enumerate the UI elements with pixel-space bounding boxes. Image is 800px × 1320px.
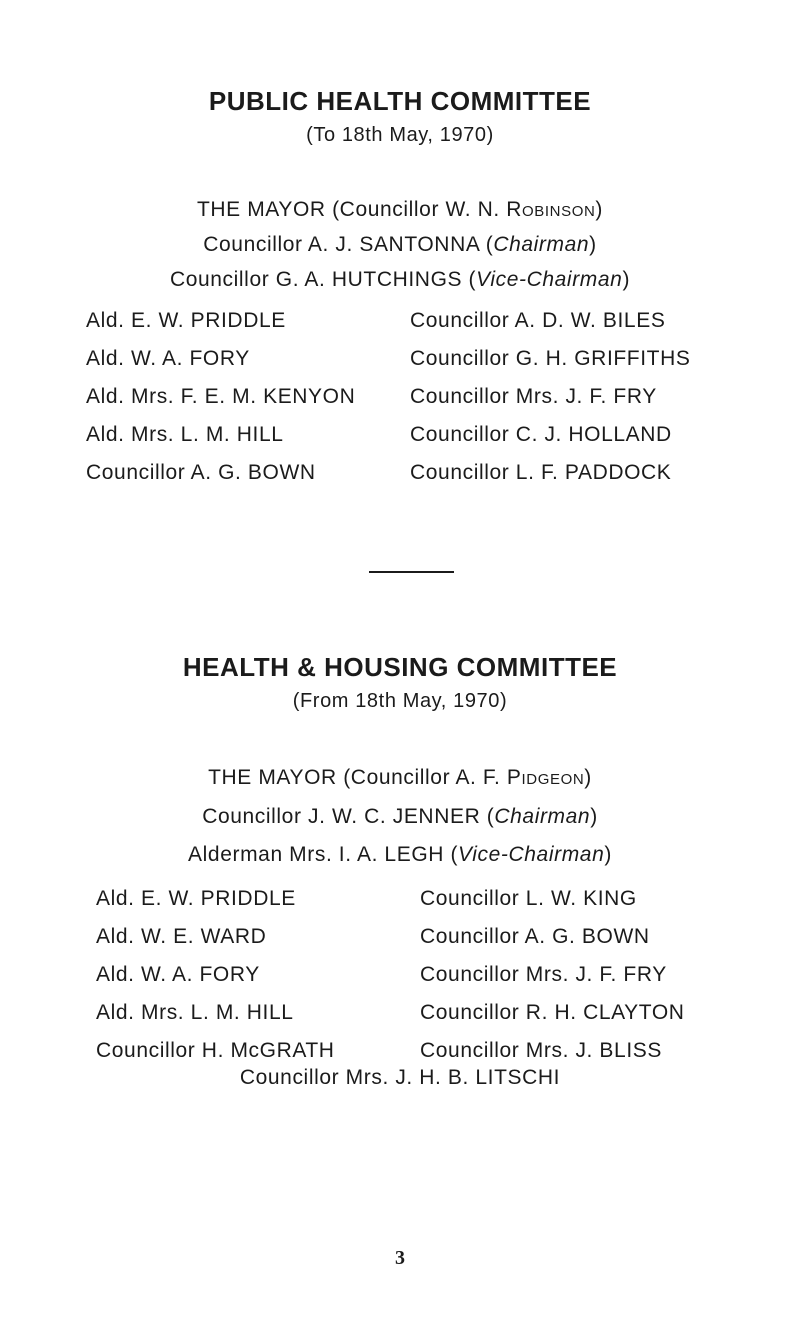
- member: Ald. Mrs. F. E. M. KENYON: [86, 385, 356, 408]
- member: Ald. Mrs. L. M. HILL: [96, 1001, 294, 1024]
- member: Ald. W. E. WARD: [96, 925, 267, 948]
- member: Councillor H. McGRATH: [96, 1039, 335, 1062]
- health-housing-members-left: [96, 880, 335, 1070]
- chairman-prefix: Councillor J. W. C. JENNER (: [202, 805, 495, 828]
- member: Councillor A. G. BOWN: [86, 461, 316, 484]
- mayor-name: Pidgeon: [506, 766, 585, 789]
- health-housing-vice-chairman: [0, 843, 800, 867]
- vice-chairman-prefix: Alderman Mrs. I. A. LEGH (: [188, 843, 459, 866]
- vice-chairman-suffix: ): [604, 843, 612, 866]
- member: Councillor Mrs. J. F. FRY: [410, 385, 657, 408]
- member: Ald. E. W. PRIDDLE: [86, 309, 286, 332]
- chairman-prefix: Councillor A. J. SANTONNA (: [203, 233, 494, 256]
- health-housing-mayor: [0, 766, 800, 790]
- public-health-date: (To 18th May, 1970): [306, 124, 494, 146]
- health-housing-date: (From 18th May, 1970): [292, 690, 508, 712]
- mayor-prefix: THE MAYOR (Councillor A. F.: [208, 766, 507, 789]
- mayor-prefix: THE MAYOR (Councillor W. N.: [196, 198, 507, 221]
- member: Councillor Mrs. J. BLISS: [420, 1039, 662, 1062]
- member: Councillor C. J. HOLLAND: [410, 423, 672, 446]
- chairman-role: Chairman: [494, 805, 591, 828]
- member: Ald. W. A. FORY: [86, 347, 250, 370]
- public-health-chairman: [0, 233, 800, 257]
- health-housing-members-right: [420, 880, 685, 1070]
- vice-chairman-suffix: ): [622, 268, 631, 291]
- mayor-name: Robinson: [506, 198, 596, 221]
- member: Ald. Mrs. L. M. HILL: [86, 423, 284, 446]
- health-housing-last-member: Councillor Mrs. J. H. B. LITSCHI: [239, 1066, 561, 1089]
- member: Councillor L. W. KING: [420, 887, 637, 910]
- chairman-suffix: ): [590, 805, 598, 828]
- member: Councillor G. H. GRIFFITHS: [410, 347, 691, 370]
- vice-chairman-prefix: Councillor G. A. HUTCHINGS (: [169, 268, 477, 291]
- public-health-title: PUBLIC HEALTH COMMITTEE: [208, 86, 592, 116]
- health-housing-title: HEALTH & HOUSING COMMITTEE: [182, 652, 618, 682]
- health-housing-chairman: [0, 805, 800, 829]
- member: Councillor Mrs. J. F. FRY: [420, 963, 667, 986]
- section-divider: [369, 571, 454, 573]
- chairman-suffix: ): [589, 233, 597, 256]
- public-health-mayor: [0, 198, 800, 222]
- public-health-members-left: [86, 302, 355, 492]
- member: Councillor L. F. PADDOCK: [410, 461, 672, 484]
- member: Ald. W. A. FORY: [96, 963, 260, 986]
- member: Councillor A. D. W. BILES: [410, 309, 666, 332]
- chairman-role: Chairman: [493, 233, 590, 256]
- member: Councillor R. H. CLAYTON: [420, 1001, 685, 1024]
- page-number: 3: [395, 1247, 405, 1269]
- public-health-vice-chairman: [0, 268, 800, 292]
- member: Councillor A. G. BOWN: [420, 925, 650, 948]
- public-health-members-right: [410, 302, 690, 492]
- mayor-suffix: ): [584, 766, 592, 789]
- vice-chairman-role: Vice-Chairman: [458, 843, 605, 866]
- mayor-suffix: ): [595, 198, 604, 221]
- member: Ald. E. W. PRIDDLE: [96, 887, 296, 910]
- vice-chairman-role: Vice-Chairman: [476, 268, 623, 291]
